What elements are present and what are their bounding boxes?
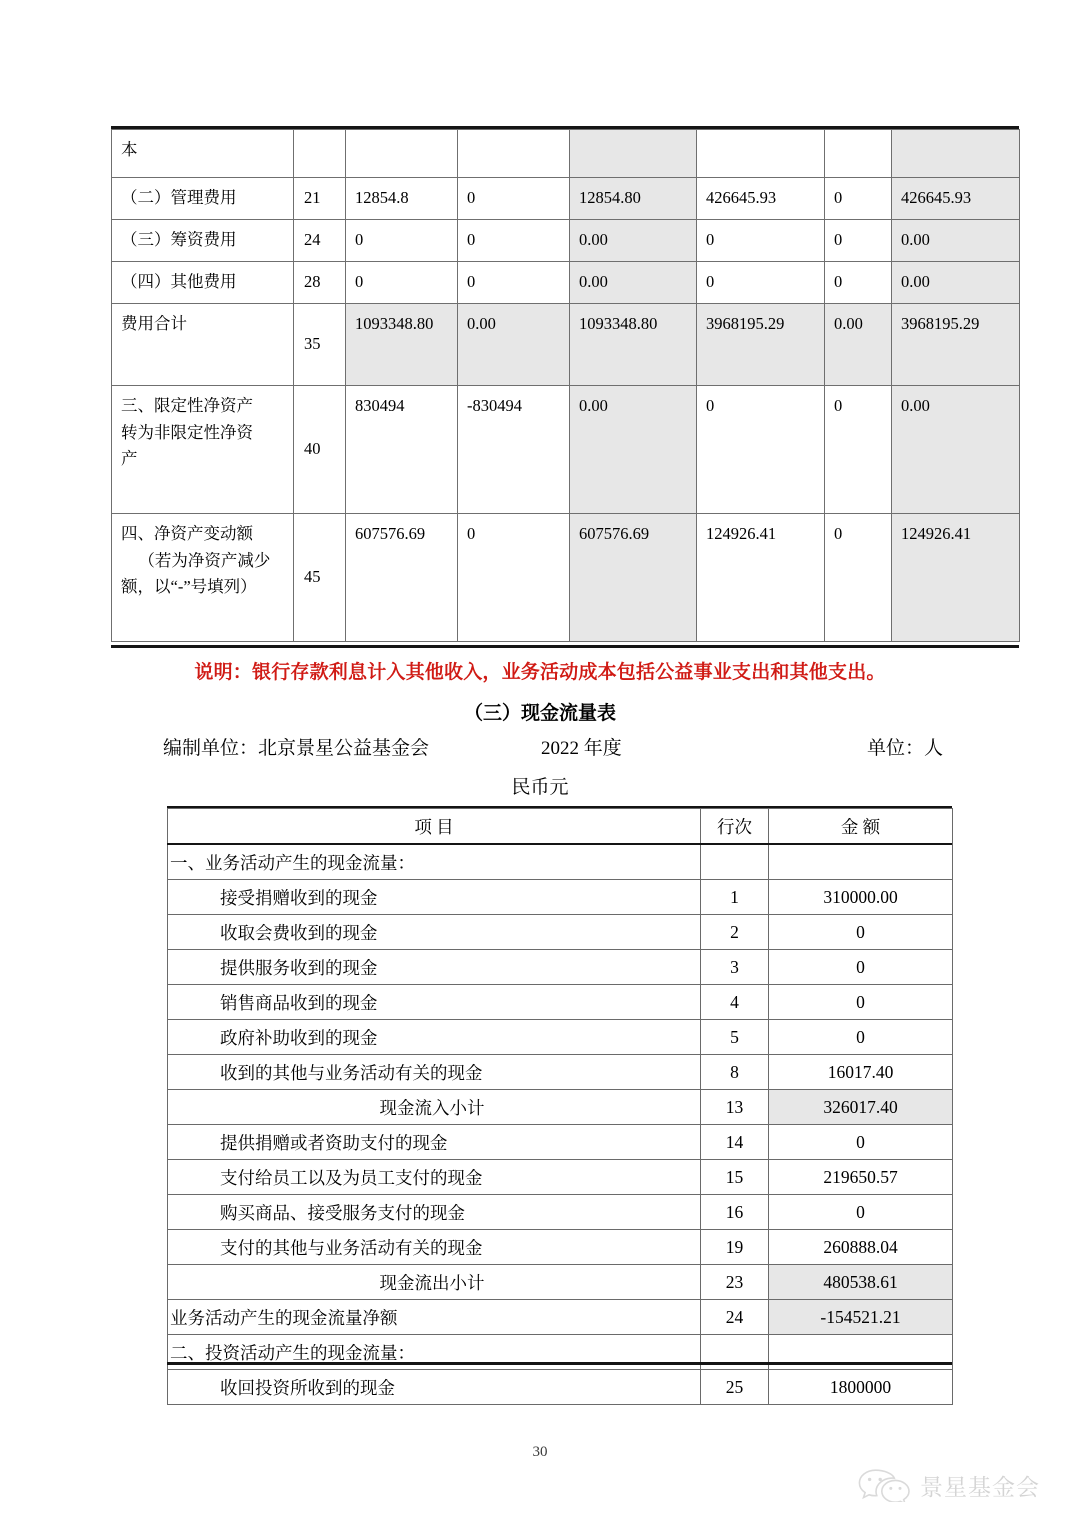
row-item-line: 费用合计: [121, 314, 187, 333]
report-meta: [163, 733, 943, 760]
row-item: 一、业务活动产生的现金流量：: [168, 845, 701, 880]
row-amount: 326017.40: [769, 1090, 953, 1125]
row-item: 业务活动产生的现金流量净额: [168, 1300, 701, 1335]
row-c3: 1093348.80: [346, 304, 458, 386]
row-item: 接受捐赠收到的现金: [168, 880, 701, 915]
row-amount: -154521.21: [769, 1300, 953, 1335]
row-c8: [892, 130, 1020, 178]
row-number: 24: [294, 220, 346, 262]
table-row: [168, 1020, 953, 1055]
row-item-line: （若为净资产减少: [138, 550, 271, 570]
row-c4: 0: [458, 514, 570, 642]
table-row: [168, 1230, 953, 1265]
row-c7: 0: [825, 514, 892, 642]
row-item: [112, 514, 294, 642]
row-number: 35: [294, 304, 346, 386]
row-amount: 0: [769, 1020, 953, 1055]
row-c4: -830494: [458, 386, 570, 514]
table-bottom-rule: [111, 645, 1019, 648]
row-line-no: 24: [701, 1300, 769, 1335]
row-amount: [769, 845, 953, 880]
table-row: [168, 1055, 953, 1090]
row-number: [294, 130, 346, 178]
section-title: （三）现金流量表: [463, 703, 616, 724]
row-c4: 0: [458, 220, 570, 262]
report-year: 2022 年度: [541, 738, 622, 759]
row-item: 现金流入小计: [168, 1090, 701, 1125]
row-item: 收到的其他与业务活动有关的现金: [168, 1055, 701, 1090]
cashflow-bottom-rule: [167, 1362, 952, 1365]
row-c5: 0.00: [570, 220, 697, 262]
row-c5: 607576.69: [570, 514, 697, 642]
row-line-no: 14: [701, 1125, 769, 1160]
row-line-no: 19: [701, 1230, 769, 1265]
row-line-no: 15: [701, 1160, 769, 1195]
table-row: [112, 262, 1020, 304]
row-number: 28: [294, 262, 346, 304]
row-item: [112, 304, 294, 386]
row-line-no: 25: [701, 1370, 769, 1405]
row-c6: 426645.93: [697, 178, 825, 220]
row-c8: 426645.93: [892, 178, 1020, 220]
row-line-no: 8: [701, 1055, 769, 1090]
row-amount: 16017.40: [769, 1055, 953, 1090]
row-c3: 607576.69: [346, 514, 458, 642]
row-c8: 0.00: [892, 220, 1020, 262]
row-item-line: 额，以“-”号填列）: [121, 577, 257, 597]
row-amount: 1800000: [769, 1370, 953, 1405]
table-row: [112, 130, 1020, 178]
table-row: [168, 845, 953, 880]
row-c5: 12854.80: [570, 178, 697, 220]
row-item: 收回投资所收到的现金: [168, 1370, 701, 1405]
row-c6: 0: [697, 386, 825, 514]
cash-flow-table: [167, 808, 953, 1405]
row-c6: 0: [697, 262, 825, 304]
row-item-line: （四）其他费用: [121, 272, 237, 291]
row-c7: 0: [825, 262, 892, 304]
row-c6: [697, 130, 825, 178]
row-item: 现金流出小计: [168, 1265, 701, 1300]
row-c8: 124926.41: [892, 514, 1020, 642]
row-line-no: [701, 845, 769, 880]
wechat-account-name: 景星基金会: [920, 1474, 1040, 1500]
row-c3: 0: [346, 220, 458, 262]
table-row: [168, 950, 953, 985]
row-item: 二、投资活动产生的现金流量：: [168, 1335, 701, 1370]
wechat-icon: [855, 1468, 911, 1502]
row-amount: 219650.57: [769, 1160, 953, 1195]
table-row: [168, 915, 953, 950]
row-item-line: （三）筹资费用: [121, 230, 237, 249]
row-line-no: 3: [701, 950, 769, 985]
row-line-no: 23: [701, 1265, 769, 1300]
row-line-no: 16: [701, 1195, 769, 1230]
row-item: [112, 178, 294, 220]
row-c4: 0: [458, 178, 570, 220]
row-c4: [458, 130, 570, 178]
row-c3: 0: [346, 262, 458, 304]
table-row: [168, 1125, 953, 1160]
row-item: [112, 262, 294, 304]
row-item-line: 四、净资产变动额: [121, 524, 253, 543]
row-line-no: 13: [701, 1090, 769, 1125]
row-amount: 0: [769, 1195, 953, 1230]
header-line-no: 行次: [701, 809, 769, 845]
row-item-line: 三、限定性净资产: [121, 396, 253, 415]
table-row: [112, 386, 1020, 514]
row-c7: 0.00: [825, 304, 892, 386]
table-row: [112, 304, 1020, 386]
row-number: 45: [294, 514, 346, 642]
row-c3: 830494: [346, 386, 458, 514]
table-header-row: [168, 809, 953, 845]
row-amount: 260888.04: [769, 1230, 953, 1265]
row-amount: 480538.61: [769, 1265, 953, 1300]
table-row: [168, 880, 953, 915]
table-row: [168, 1195, 953, 1230]
cashflow-header-rule: [167, 843, 952, 845]
row-c6: 0: [697, 220, 825, 262]
row-c4: 0: [458, 262, 570, 304]
row-item-line: 产: [121, 449, 138, 469]
row-amount: 0: [769, 985, 953, 1020]
row-item: [112, 386, 294, 514]
row-line-no: 4: [701, 985, 769, 1020]
row-c7: 0: [825, 178, 892, 220]
row-amount: 0: [769, 1125, 953, 1160]
table-row: [112, 178, 1020, 220]
row-number: 40: [294, 386, 346, 514]
header-item: 项 目: [168, 809, 701, 845]
row-item: [112, 130, 294, 178]
table-row: [112, 514, 1020, 642]
wechat-account-badge: [855, 1468, 1040, 1502]
row-c5: 0.00: [570, 386, 697, 514]
table-row: [168, 985, 953, 1020]
row-c7: 0: [825, 386, 892, 514]
row-c8: 0.00: [892, 386, 1020, 514]
row-item: 支付的其他与业务活动有关的现金: [168, 1230, 701, 1265]
preparing-organization: 编制单位：北京景星公益基金会: [163, 738, 430, 759]
table-row: [168, 1160, 953, 1195]
explanatory-note: 说明：银行存款利息计入其他收入，业务活动成本包括公益事业支出和其他支出。: [194, 662, 886, 683]
table-row: [168, 1300, 953, 1335]
row-item-line: 本: [121, 140, 138, 159]
row-c4: 0.00: [458, 304, 570, 386]
page-number: 30: [532, 1444, 548, 1460]
row-item: 提供捐赠或者资助支付的现金: [168, 1125, 701, 1160]
row-amount: 310000.00: [769, 880, 953, 915]
table-row: [112, 220, 1020, 262]
row-item: 提供服务收到的现金: [168, 950, 701, 985]
row-item-line: 转为非限定性净资: [121, 422, 253, 442]
row-amount: 0: [769, 915, 953, 950]
row-c8: 0.00: [892, 262, 1020, 304]
report-unit: 单位：人: [866, 738, 943, 759]
row-c6: 3968195.29: [697, 304, 825, 386]
row-item-line: （二）管理费用: [121, 188, 237, 207]
table-row: [168, 1370, 953, 1405]
row-c3: [346, 130, 458, 178]
row-c3: 12854.8: [346, 178, 458, 220]
row-item: 购买商品、接受服务支付的现金: [168, 1195, 701, 1230]
row-item: 支付给员工以及为员工支付的现金: [168, 1160, 701, 1195]
row-c8: 3968195.29: [892, 304, 1020, 386]
row-item: 政府补助收到的现金: [168, 1020, 701, 1055]
row-item: [112, 220, 294, 262]
row-line-no: 5: [701, 1020, 769, 1055]
row-c7: 0: [825, 220, 892, 262]
table-row: [168, 1265, 953, 1300]
row-line-no: 2: [701, 915, 769, 950]
row-c5: [570, 130, 697, 178]
row-line-no: 1: [701, 880, 769, 915]
row-item: 销售商品收到的现金: [168, 985, 701, 1020]
row-c7: [825, 130, 892, 178]
row-c6: 124926.41: [697, 514, 825, 642]
row-amount: 0: [769, 950, 953, 985]
net-assets-change-table: [111, 129, 1020, 642]
report-currency: 民币元: [511, 777, 569, 798]
row-number: 21: [294, 178, 346, 220]
row-item: 收取会费收到的现金: [168, 915, 701, 950]
table-row: [168, 1090, 953, 1125]
header-amount: 金 额: [769, 809, 953, 845]
row-c5: 0.00: [570, 262, 697, 304]
row-c5: 1093348.80: [570, 304, 697, 386]
